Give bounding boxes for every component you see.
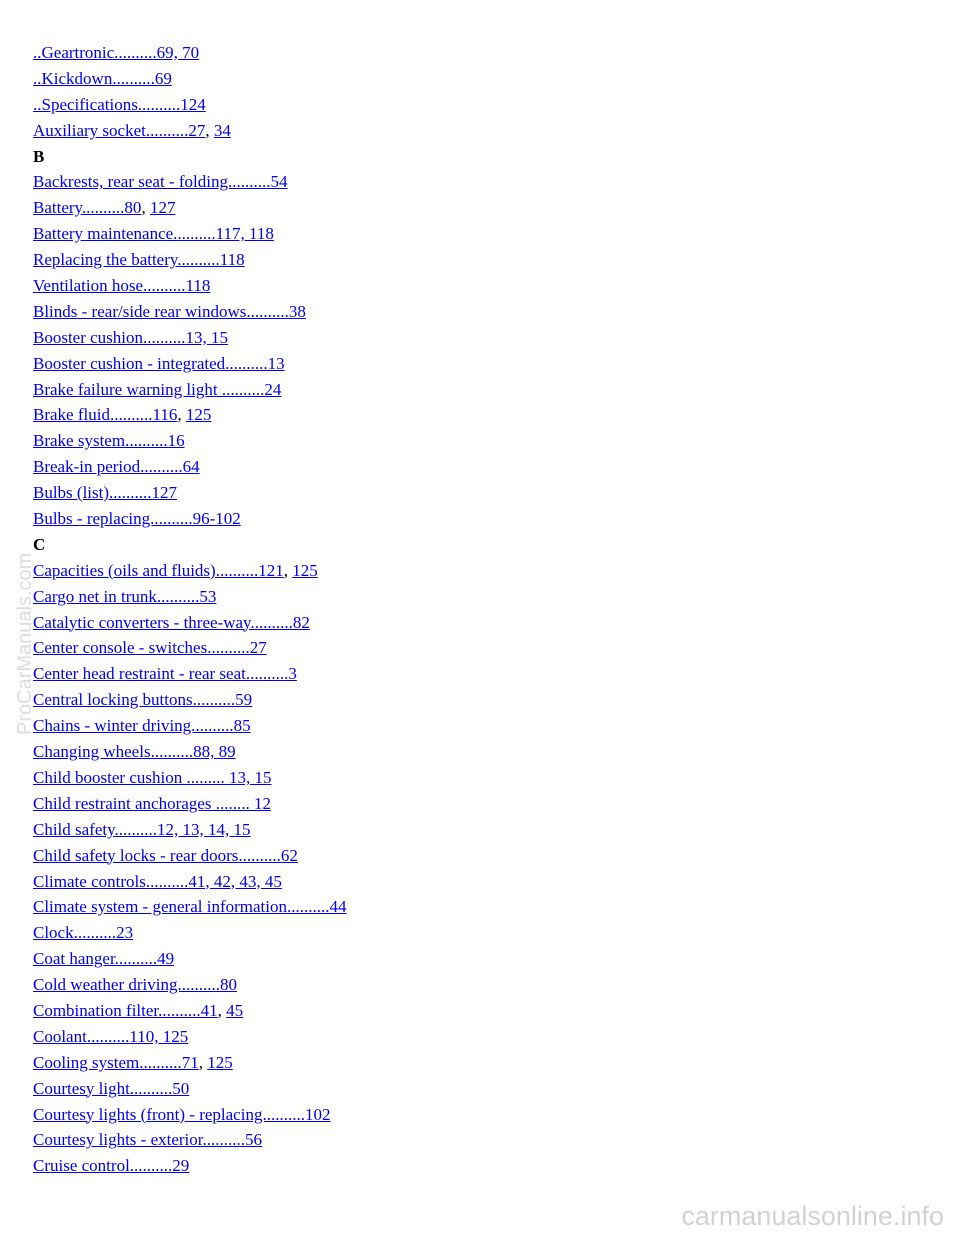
index-entry	[33, 843, 913, 869]
index-entry-link[interactable]: Child booster cushion ......... 13, 15	[33, 767, 272, 787]
index-entry	[33, 195, 913, 221]
index-entry	[33, 1024, 913, 1050]
index-entry-link[interactable]: Climate system - general information..........44	[33, 897, 347, 917]
index-entry-link[interactable]: Cruise control..........29	[33, 1156, 190, 1176]
index-entry-link[interactable]: Changing wheels..........88, 89	[33, 742, 236, 762]
index-entry-link[interactable]: Catalytic converters - three-way..........82	[33, 612, 310, 632]
index-entry	[33, 894, 913, 920]
page-separator: ,	[283, 560, 293, 580]
page-link[interactable]: 127	[149, 198, 176, 218]
index-entry-link[interactable]: Courtesy lights (front) - replacing..........102	[33, 1104, 331, 1124]
index-entry-link[interactable]: Cooling system..........71	[33, 1052, 199, 1072]
index-entry-link[interactable]: ..Specifications..........124	[33, 94, 206, 114]
index-entry-link[interactable]: Battery..........80	[33, 198, 142, 218]
index-entry	[33, 1153, 913, 1179]
index-entry	[33, 1127, 913, 1153]
side-watermark: ProCarManuals.com	[14, 552, 36, 735]
index-entry	[33, 687, 913, 713]
index-entry	[33, 713, 913, 739]
index-entry	[33, 402, 913, 428]
index-entry-link[interactable]: Battery maintenance..........117, 118	[33, 224, 274, 244]
index-entry-link[interactable]: Break-in period..........64	[33, 457, 200, 477]
index-entry	[33, 610, 913, 636]
index-entry-link[interactable]: Booster cushion - integrated..........13	[33, 353, 285, 373]
index-entry-link[interactable]: Center console - switches..........27	[33, 638, 267, 658]
index-entry	[33, 506, 913, 532]
index-entry	[33, 325, 913, 351]
index-entry-link[interactable]: Center head restraint - rear seat..........3	[33, 664, 297, 684]
index-entry-link[interactable]: Climate controls..........41, 42, 43, 45	[33, 871, 282, 891]
page-link[interactable]: 125	[207, 1052, 233, 1072]
page-link[interactable]: 45	[226, 1000, 244, 1020]
index-entry-link[interactable]: Chains - winter driving..........85	[33, 716, 251, 736]
index-entry	[33, 40, 913, 66]
index-entry-link[interactable]: Cold weather driving..........80	[33, 975, 237, 995]
index-entry	[33, 92, 913, 118]
index-entry	[33, 247, 913, 273]
index-entry-link[interactable]: Child restraint anchorages ........ 12	[33, 793, 271, 813]
index-entry	[33, 118, 913, 144]
index-entry-link[interactable]: Combination filter..........41	[33, 1000, 218, 1020]
index-entry-link[interactable]: Brake system..........16	[33, 431, 185, 451]
index-entry	[33, 791, 913, 817]
index-entry	[33, 169, 913, 195]
index-entry-link[interactable]: Auxiliary socket..........27	[33, 120, 206, 140]
index-entry-link[interactable]: Backrests, rear seat - folding..........54	[33, 172, 288, 192]
index-entry-link[interactable]: Replacing the battery..........118	[33, 250, 245, 270]
index-entry	[33, 558, 913, 584]
index-entry	[33, 66, 913, 92]
page-separator: ,	[205, 120, 214, 140]
index-entry-link[interactable]: ..Geartronic..........69, 70	[33, 43, 200, 62]
index-entry	[33, 1076, 913, 1102]
index-entry-link[interactable]: Capacities (oils and fluids)..........121	[33, 560, 284, 580]
index-entry-link[interactable]: ..Kickdown..........69	[33, 68, 172, 88]
page-link[interactable]: 34	[213, 120, 231, 140]
index-entry-link[interactable]: Clock..........23	[33, 923, 134, 943]
index-entry-link[interactable]: Cargo net in trunk..........53	[33, 586, 217, 606]
index-entry-link[interactable]: Brake fluid..........116	[33, 405, 178, 425]
index-entry-link[interactable]: Bulbs - replacing..........96-102	[33, 509, 241, 529]
index-entry	[33, 299, 913, 325]
index-entry	[33, 635, 913, 661]
index-entry	[33, 765, 913, 791]
page-separator: ,	[177, 405, 186, 425]
index-entry	[33, 377, 913, 403]
index-entry-link[interactable]: Central locking buttons..........59	[33, 690, 253, 710]
index-entry	[33, 1050, 913, 1076]
section-heading: B	[33, 146, 45, 166]
index-entry-link[interactable]: Brake failure warning light ..........24	[33, 379, 282, 399]
page-link[interactable]: 125	[292, 560, 318, 580]
index-entry-link[interactable]: Coat hanger..........49	[33, 949, 175, 969]
index-entry	[33, 480, 913, 506]
index-entry	[33, 817, 913, 843]
index-entry	[33, 972, 913, 998]
index-entry	[33, 920, 913, 946]
index-entry-link[interactable]: Ventilation hose..........118	[33, 276, 211, 296]
index-entry	[33, 584, 913, 610]
index-entry	[33, 273, 913, 299]
page-separator: ,	[217, 1000, 227, 1020]
index-entry-link[interactable]: Bulbs (list)..........127	[33, 483, 178, 503]
index-entry	[33, 454, 913, 480]
index-entry-link[interactable]: Booster cushion..........13, 15	[33, 327, 229, 347]
index-entry	[33, 1102, 913, 1128]
section-heading: C	[33, 534, 46, 554]
page-link[interactable]: 125	[185, 405, 212, 425]
index-entry	[33, 351, 913, 377]
page-separator: ,	[198, 1052, 208, 1072]
index-entry	[33, 661, 913, 687]
index-entry	[33, 428, 913, 454]
index-entry	[33, 739, 913, 765]
bottom-watermark: carmanualsonline.info	[681, 1201, 944, 1231]
index-list	[33, 40, 913, 1179]
index-entry-link[interactable]: Child safety..........12, 13, 14, 15	[33, 819, 251, 839]
index-entry	[33, 869, 913, 895]
index-entry-link[interactable]: Courtesy lights - exterior..........56	[33, 1130, 263, 1150]
index-entry-link[interactable]: Courtesy light..........50	[33, 1078, 190, 1098]
index-entry	[33, 998, 913, 1024]
index-entry	[33, 946, 913, 972]
index-entry-link[interactable]: Blinds - rear/side rear windows..........38	[33, 301, 306, 321]
page-separator: ,	[141, 198, 150, 218]
index-entry-link[interactable]: Coolant..........110, 125	[33, 1026, 189, 1046]
index-entry-link[interactable]: Child safety locks - rear doors..........62	[33, 845, 298, 865]
index-entry	[33, 221, 913, 247]
